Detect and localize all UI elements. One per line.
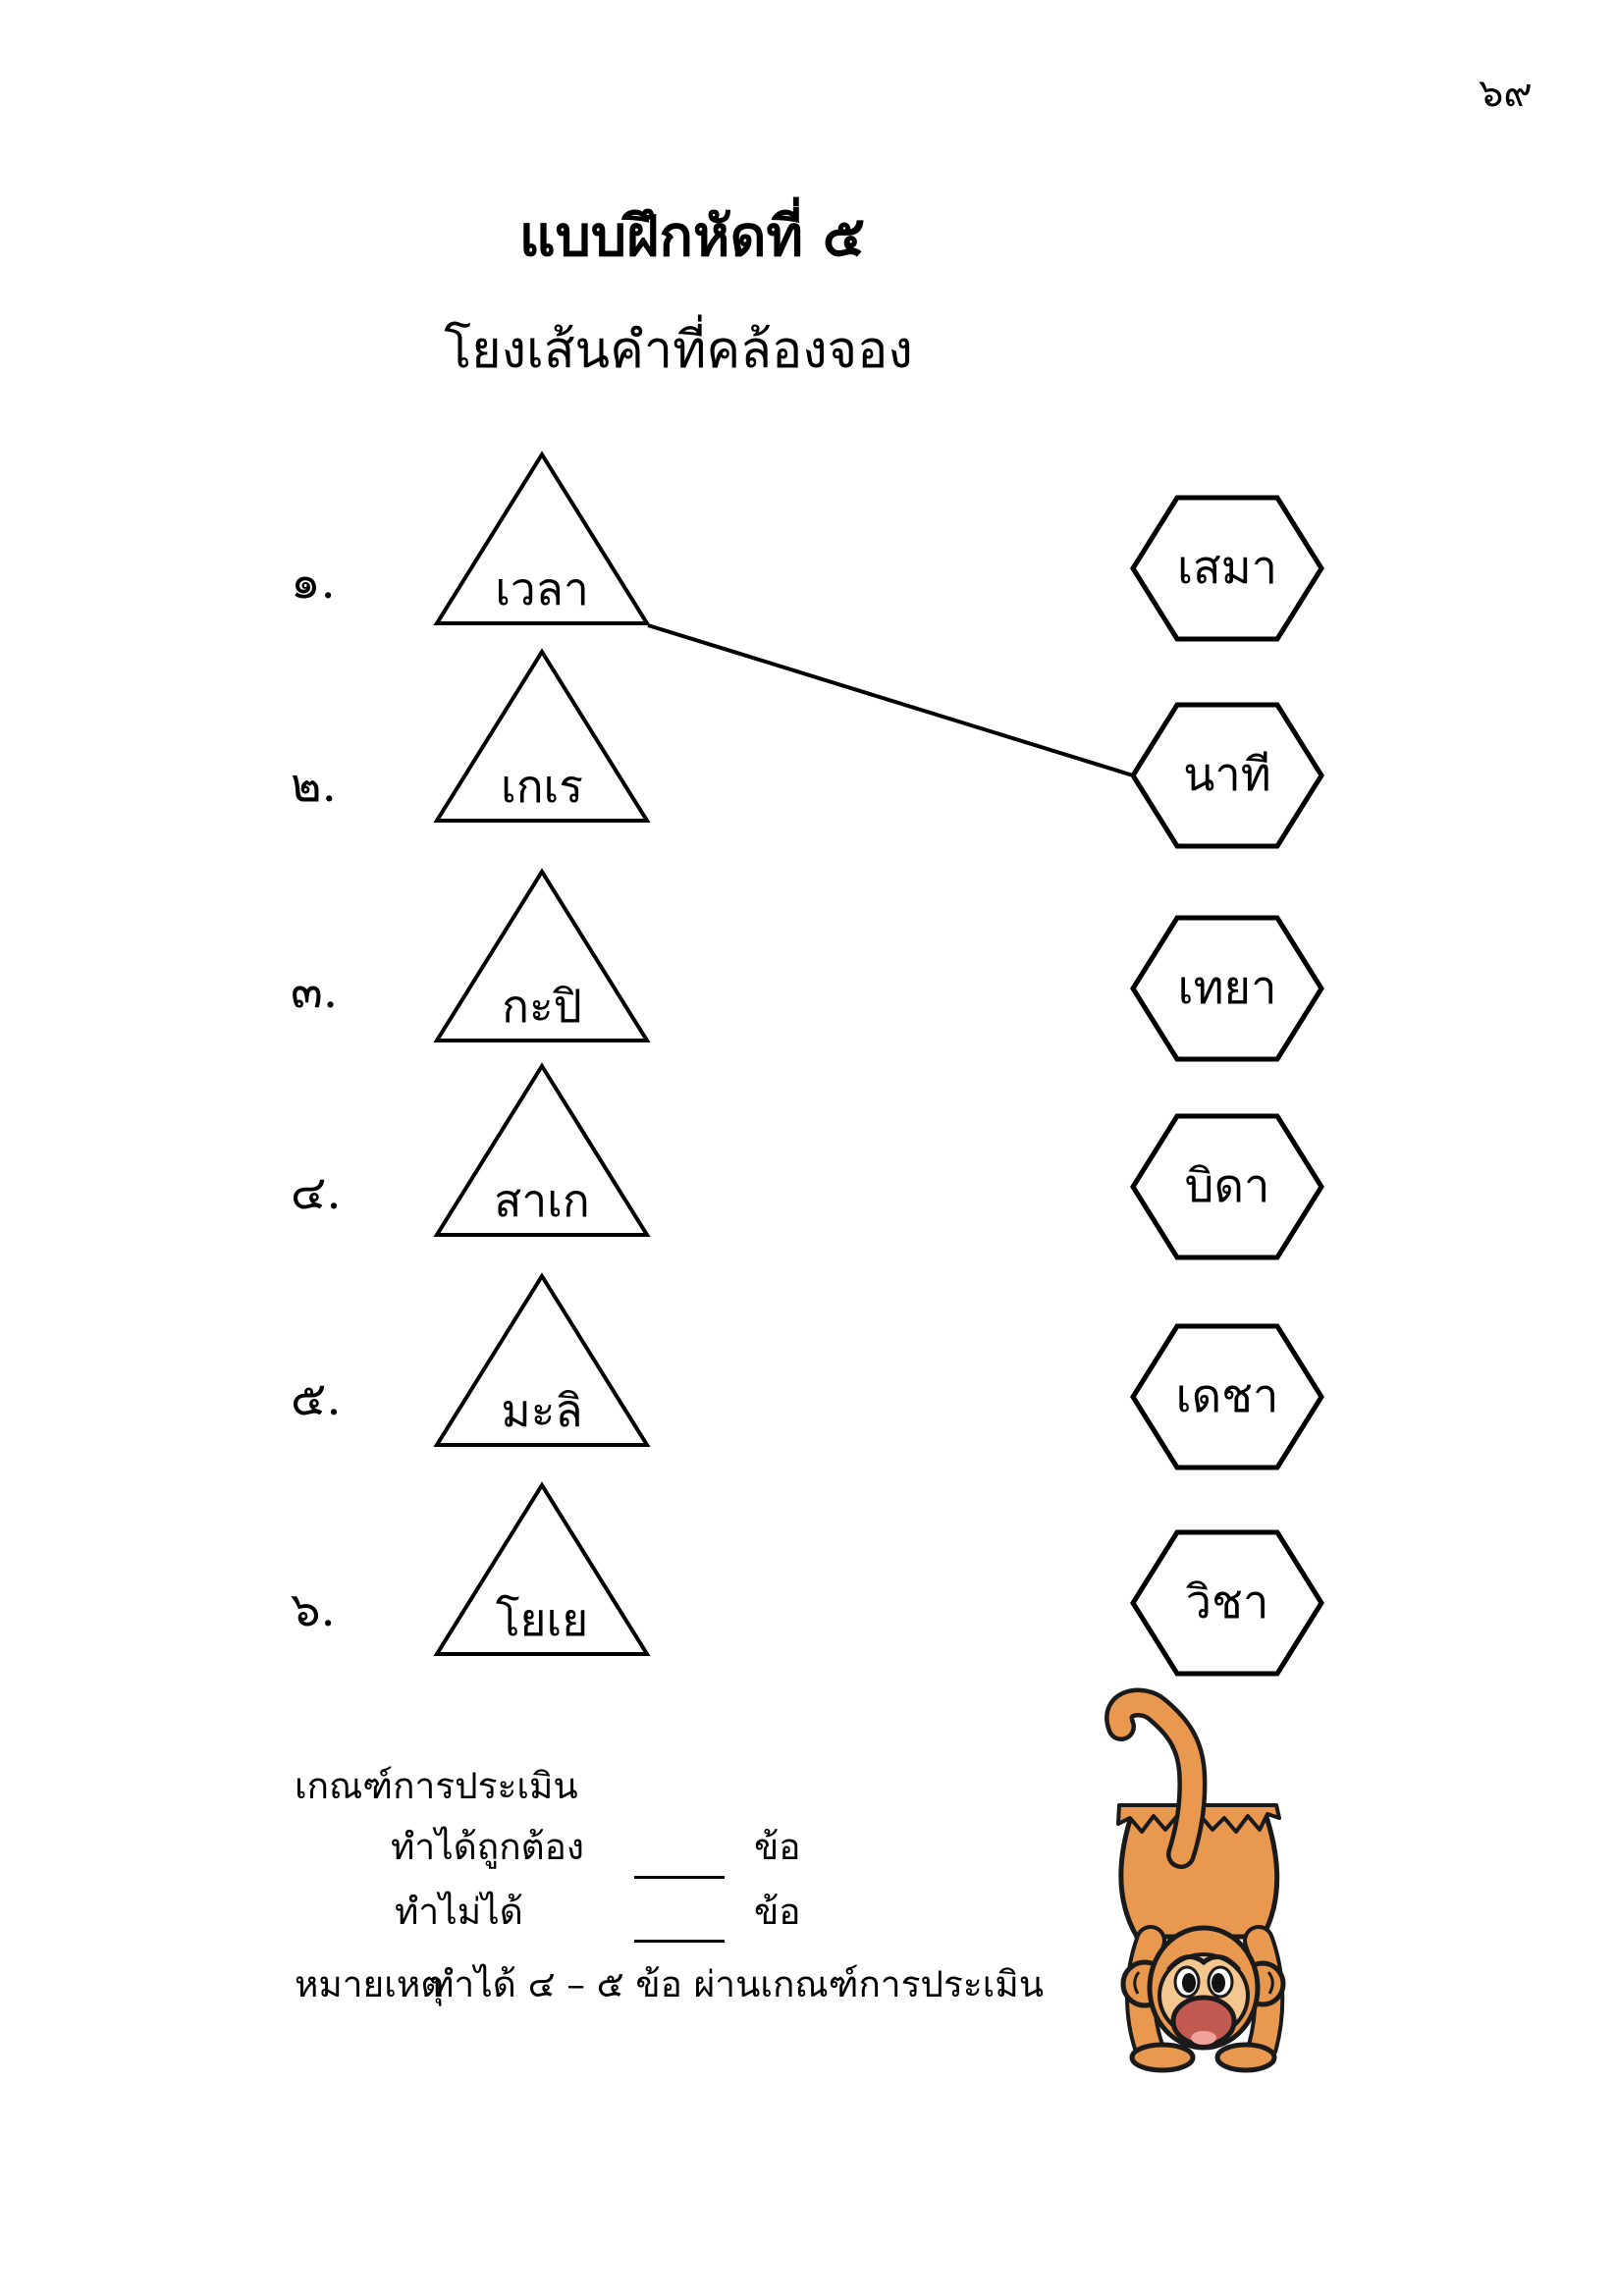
hexagon-item-1 [1129, 494, 1325, 643]
triangle-item-4 [432, 1061, 652, 1240]
page-title: แบบฝึกหัดที่ ๕ [518, 203, 866, 269]
left-word-4: สาเก [494, 1174, 590, 1228]
match-line [648, 625, 1133, 775]
left-word-5: มะลิ [501, 1384, 583, 1438]
note-label: หมายเหตุ [295, 1963, 445, 2005]
score-row-incorrect-label: ทำไม่ได้ [395, 1891, 523, 1933]
answer-blank-incorrect [634, 1940, 725, 1943]
right-word-3: เทยา [1177, 961, 1277, 1016]
note-text: ทำได้ ๔ – ๕ ข้อ ผ่านเกณฑ์การประเมิน [430, 1963, 1045, 2005]
hexagon-item-5 [1129, 1322, 1325, 1471]
left-word-1: เวลา [495, 562, 589, 616]
answer-blank-correct [634, 1876, 725, 1879]
hexagon-item-3 [1129, 914, 1325, 1063]
right-word-6: วิชา [1185, 1575, 1269, 1630]
hexagon-item-2 [1129, 701, 1325, 850]
score-row-correct-unit: ข้อ [754, 1826, 801, 1868]
left-word-2: เกเร [500, 760, 583, 814]
right-word-1: เสมา [1176, 541, 1278, 596]
score-row-correct-label: ทำได้ถูกต้อง [391, 1826, 584, 1868]
monkey-hand-right [1217, 2045, 1274, 2070]
item-number-3: ๓. [291, 964, 339, 1019]
score-row-incorrect-unit: ข้อ [754, 1891, 801, 1933]
triangle-item-5 [432, 1271, 652, 1450]
monkey-eye-left [1182, 1973, 1196, 1993]
page-number: ๖๙ [1479, 71, 1533, 116]
triangle-item-1 [432, 450, 652, 628]
hexagon-item-6 [1129, 1528, 1325, 1678]
right-word-5: เดชา [1175, 1369, 1279, 1424]
monkey-hand-left [1132, 2045, 1193, 2070]
item-number-5: ๕. [291, 1371, 342, 1426]
right-word-4: บิดา [1184, 1159, 1270, 1214]
item-number-2: ๒. [291, 758, 337, 813]
hexagon-item-4 [1129, 1112, 1325, 1261]
left-word-3: กะปิ [502, 980, 582, 1034]
item-number-4: ๔. [291, 1165, 342, 1220]
triangle-item-6 [432, 1480, 652, 1659]
item-number-1: ๑. [291, 555, 336, 610]
right-word-2: นาที [1183, 748, 1271, 803]
page-subtitle: โยงเส้นคำที่คล้องจอง [444, 321, 913, 380]
monkey-eye-right [1212, 1973, 1225, 1993]
monkey-tongue [1191, 2031, 1216, 2045]
triangle-item-3 [432, 867, 652, 1045]
scoring-heading: เกณฑ์การประเมิน [295, 1765, 578, 1807]
left-word-6: โยเย [495, 1593, 589, 1647]
triangle-item-2 [432, 647, 652, 826]
item-number-6: ๖. [291, 1582, 336, 1637]
monkey-illustration [1090, 1693, 1286, 2076]
